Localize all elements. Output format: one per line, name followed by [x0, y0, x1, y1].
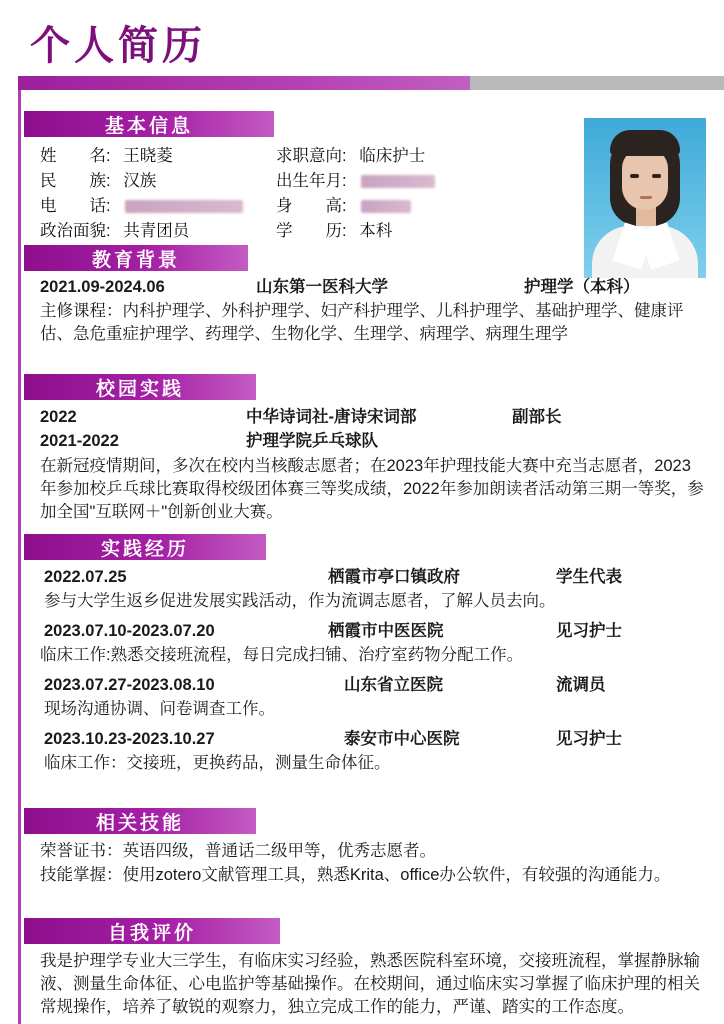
practice-item-1-desc: 临床工作:熟悉交接班流程，每日完成扫铺、治疗室药物分配工作。 [40, 646, 524, 664]
practice-item-3-role: 见习护士 [556, 730, 622, 748]
education-major: 护理学（本科） [524, 278, 640, 296]
campus-item-1-date: 2021-2022 [40, 432, 119, 450]
practice-item-2-org: 山东省立医院 [344, 676, 443, 694]
avatar-face [622, 148, 668, 210]
campus-item-0-role: 副部长 [512, 408, 562, 426]
field-phone-value-redacted [125, 200, 243, 213]
field-degree-value: 本科 [359, 222, 393, 240]
field-degree [276, 219, 392, 244]
field-intent-label: 求职意向: [276, 147, 347, 165]
title-bar-purple [18, 76, 470, 90]
field-ethnic-value: 汉族 [123, 172, 157, 190]
field-birth [276, 169, 435, 194]
practice-item-1-org: 栖霞市中医医院 [328, 622, 444, 640]
education-school: 山东第一医科大学 [256, 278, 388, 296]
self-eval-text: 我是护理学专业大三学生，有临床实习经验，熟悉医院科室环境，交接班流程，掌握静脉输液、测量生命体征、心电监护等基础操作。在校期间，通过临床实习掌握了临床护理的相关常规操作，培养了敏锐的观察力，独立完成工作的能力，严谨、踏实的工作态度。 [40, 952, 700, 1016]
section-header-education: 教育背景 [24, 245, 248, 271]
section-header-basic: 基本信息 [24, 111, 274, 137]
field-intent-value: 临床护士 [359, 147, 426, 165]
practice-item-2-date: 2023.07.27-2023.08.10 [44, 676, 215, 694]
field-name [40, 144, 173, 169]
campus-item-0-org: 中华诗词社-唐诗宋词部 [246, 408, 417, 426]
practice-item-2-role: 流调员 [556, 676, 606, 694]
field-name-label: 姓 名: [40, 147, 111, 165]
campus-item-0-date: 2022 [40, 408, 77, 426]
section-header-practice: 实践经历 [24, 534, 266, 560]
field-phone-label: 电 话: [40, 197, 111, 215]
practice-item-3-desc: 临床工作：交接班，更换药品，测量生命体征。 [44, 754, 391, 772]
avatar-eye-right [652, 174, 661, 178]
title-bar-grey [470, 76, 724, 90]
practice-item-0-role: 学生代表 [556, 568, 622, 586]
field-height [276, 194, 411, 219]
field-ethnic-label: 民 族: [40, 172, 111, 190]
skills-honor: 荣誉证书：英语四级，普通话二级甲等，优秀志愿者。 [40, 842, 436, 860]
practice-item-0-org: 栖霞市亭口镇政府 [328, 568, 460, 586]
practice-item-1-date: 2023.07.10-2023.07.20 [44, 622, 215, 640]
avatar-mouth [640, 196, 652, 199]
field-birth-label: 出生年月: [276, 172, 347, 190]
field-height-value-redacted [361, 200, 411, 213]
practice-item-0-date: 2022.07.25 [44, 568, 127, 586]
field-ethnic [40, 169, 156, 194]
practice-item-1-role: 见习护士 [556, 622, 622, 640]
field-phone [40, 194, 243, 219]
field-name-value: 王晓菱 [123, 147, 173, 165]
field-intent [276, 144, 425, 169]
avatar [584, 118, 706, 278]
campus-item-1-org: 护理学院乒乓球队 [246, 432, 378, 450]
page-title: 个人简历 [30, 24, 206, 68]
field-degree-label: 学 历: [276, 222, 347, 240]
left-accent-line [18, 78, 21, 1024]
practice-item-3-org: 泰安市中心医院 [344, 730, 460, 748]
section-header-selfeval: 自我评价 [24, 918, 280, 944]
practice-item-0-desc: 参与大学生返乡促进发展实践活动，作为流调志愿者，了解人员去向。 [44, 592, 556, 610]
field-birth-value-redacted [361, 175, 435, 188]
section-header-campus: 校园实践 [24, 374, 256, 400]
field-political [40, 219, 189, 244]
avatar-fringe [610, 130, 680, 156]
section-header-skills: 相关技能 [24, 808, 256, 834]
education-courses: 主修课程：内科护理学、外科护理学、妇产科护理学、儿科护理学、基础护理学、健康评估、急危重症护理学、药理学、生物化学、生理学、病理学、病理生理学 [40, 302, 684, 343]
field-political-value: 共青团员 [123, 222, 190, 240]
skills-skill: 技能掌握：使用zotero文献管理工具，熟悉Krita、office办公软件，有较强的沟通能力。 [40, 866, 671, 884]
avatar-eye-left [630, 174, 639, 178]
campus-description: 在新冠疫情期间，多次在校内当核酸志愿者；在2023年护理技能大赛中充当志愿者，2023年参加校乒乓球比赛取得校级团体赛三等奖成绩，2022年参加朗读者活动第三期一等奖，参加全国"互联网＋"创新创业大赛。 [40, 457, 704, 521]
field-height-label: 身 高: [276, 197, 347, 215]
field-political-label: 政治面貌: [40, 222, 111, 240]
practice-item-3-date: 2023.10.23-2023.10.27 [44, 730, 215, 748]
education-date: 2021.09-2024.06 [40, 278, 165, 296]
practice-item-2-desc: 现场沟通协调、问卷调查工作。 [44, 700, 275, 718]
